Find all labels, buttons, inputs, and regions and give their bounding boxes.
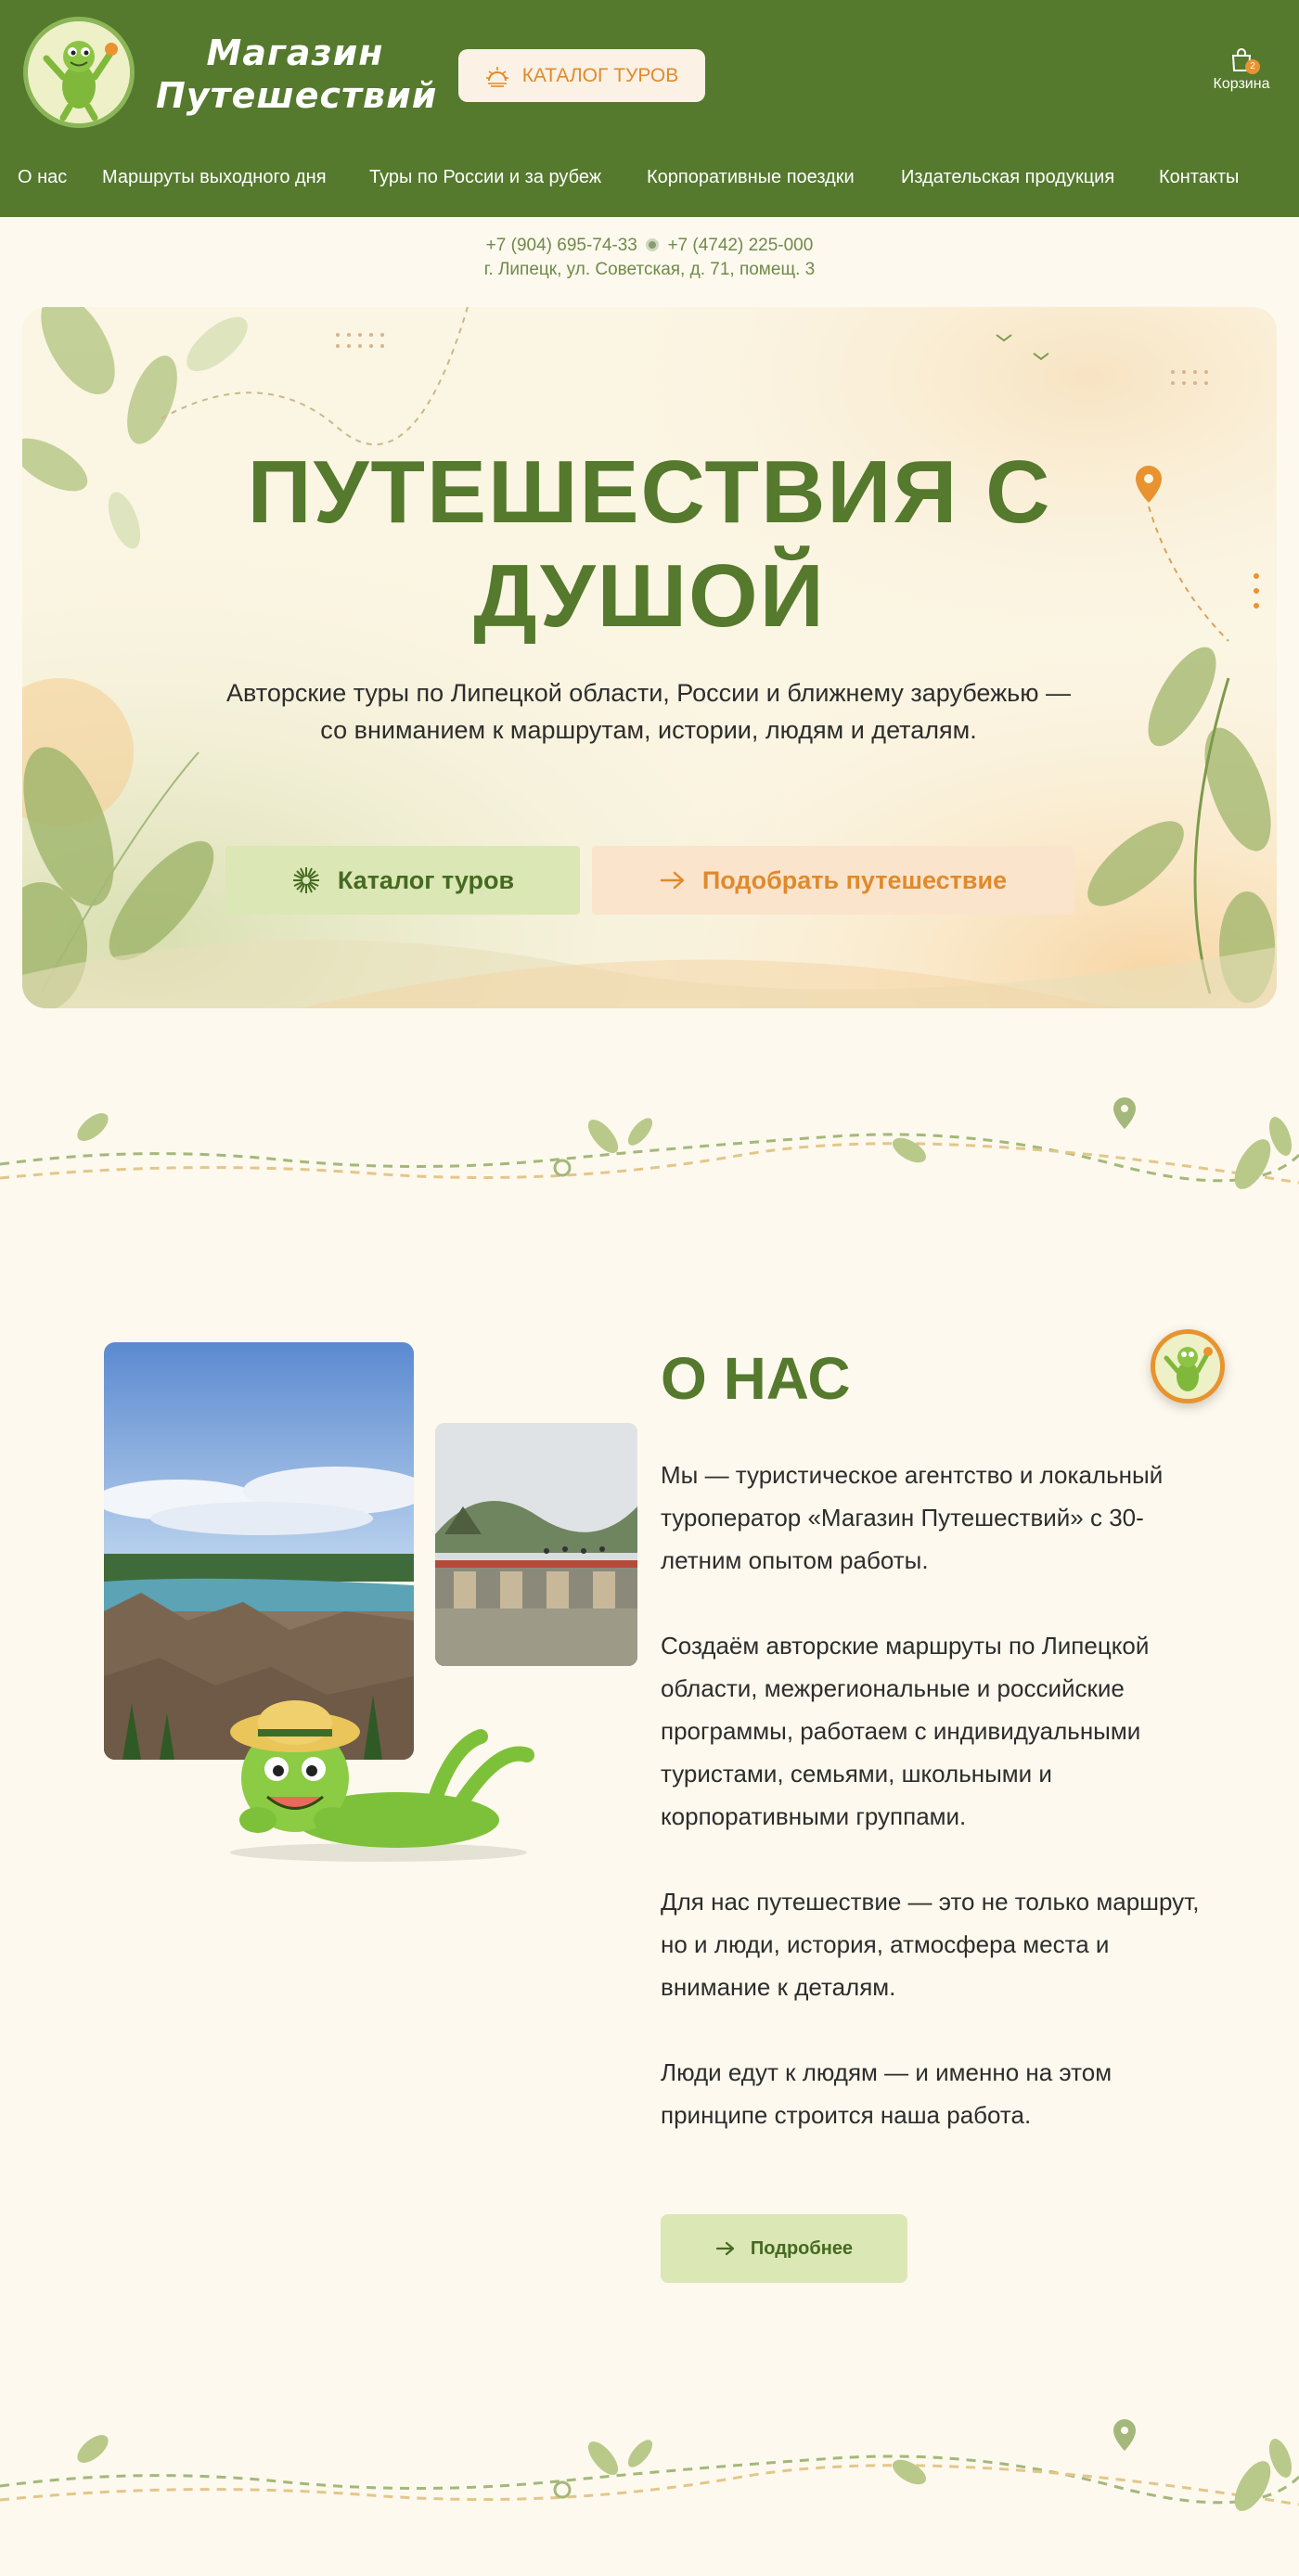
frog-avatar-icon xyxy=(1155,1334,1220,1399)
hero-pick-trip-button-label: Подобрать путешествие xyxy=(701,865,1008,894)
about-title: О НАС xyxy=(661,1345,851,1412)
arrow-right-icon xyxy=(660,871,686,890)
hero-pick-trip-button[interactable] xyxy=(592,846,1074,915)
hero-title xyxy=(22,441,1277,648)
decorative-divider-bottom xyxy=(0,2403,1299,2532)
phone-link-2[interactable]: +7 (4742) 225-000 xyxy=(667,236,814,255)
cart-label: Корзина xyxy=(1213,76,1270,92)
about-more-button[interactable] xyxy=(661,2214,907,2283)
contact-info xyxy=(0,234,1299,282)
hero-catalog-button-label: Каталог туров xyxy=(337,865,515,894)
nav-item-corporate[interactable]: Корпоративные поездки xyxy=(647,167,855,187)
arrow-right-icon xyxy=(715,2241,736,2256)
nav-item-weekend-routes[interactable]: Маршруты выходного дня xyxy=(102,167,327,187)
sunburst-icon xyxy=(291,865,321,895)
brand-name-line1: Магазин xyxy=(206,32,384,73)
main-nav xyxy=(0,163,1299,197)
about-paragraph: Для нас путешествие — это не только маршрут, но и люди, история, атмосфера места и внимание к деталям. xyxy=(661,1888,1200,2001)
cart-count-badge: 2 xyxy=(1245,59,1260,74)
about-paragraph: Люди едут к людям — и именно на этом принципе строится наша работа. xyxy=(661,2058,1113,2129)
nav-item-contacts[interactable]: Контакты xyxy=(1159,167,1240,187)
address: г. Липецк, ул. Советская, д. 71, помещ. 3 xyxy=(483,260,816,279)
frog-mascot-illustration xyxy=(221,1690,536,1866)
phone-link-1[interactable]: +7 (904) 695-74-33 xyxy=(485,236,637,255)
brand-name-line2: Путешествий xyxy=(156,75,438,116)
frog-logo-icon[interactable] xyxy=(23,17,135,128)
floating-mascot-chat-button[interactable] xyxy=(1151,1329,1225,1403)
nav-item-publishing[interactable]: Издательская продукция xyxy=(901,167,1115,187)
hero-subtitle-line1: Авторские туры по Липецкой области, России и ближнему зарубежью — xyxy=(226,679,1071,707)
sun-icon xyxy=(485,64,509,88)
shopping-bag-icon xyxy=(1230,48,1253,72)
hero-banner xyxy=(22,307,1277,1008)
decorative-divider-top xyxy=(0,1081,1299,1211)
hero-subtitle xyxy=(161,674,1136,749)
nav-item-about[interactable]: О нас xyxy=(18,167,68,187)
about-paragraph: Создаём авторские маршруты по Липецкой области, межрегиональные и российские программы, работаем с индивидуальными туристами, семьями, школьными и корпоративными группами. xyxy=(661,1632,1150,1830)
site-header xyxy=(0,0,1299,217)
hero-title-line1: ПУТЕШЕСТВИЯ С xyxy=(247,442,1052,542)
hero-subtitle-line2: со вниманием к маршрутам, истории, людям и деталям. xyxy=(320,716,977,744)
about-photo-bridge[interactable] xyxy=(435,1423,637,1666)
hero-catalog-button[interactable] xyxy=(225,846,580,915)
hero-title-line2: ДУШОЙ xyxy=(473,546,826,646)
about-text xyxy=(661,1454,1208,2179)
nav-item-tours[interactable]: Туры по России и за рубеж xyxy=(369,167,602,187)
catalog-button-header-label: КАТАЛОГ ТУРОВ xyxy=(521,64,679,86)
catalog-button-header[interactable] xyxy=(458,49,705,102)
about-more-button-label: Подробнее xyxy=(750,2237,854,2259)
brand-name[interactable] xyxy=(156,32,438,117)
about-paragraph: Мы — туристическое агентство и локальный туроператор «Магазин Путешествий» с 30-летним опытом работы. xyxy=(661,1461,1164,1574)
separator-dot-icon xyxy=(646,238,659,251)
cart-button[interactable] xyxy=(1206,48,1277,93)
